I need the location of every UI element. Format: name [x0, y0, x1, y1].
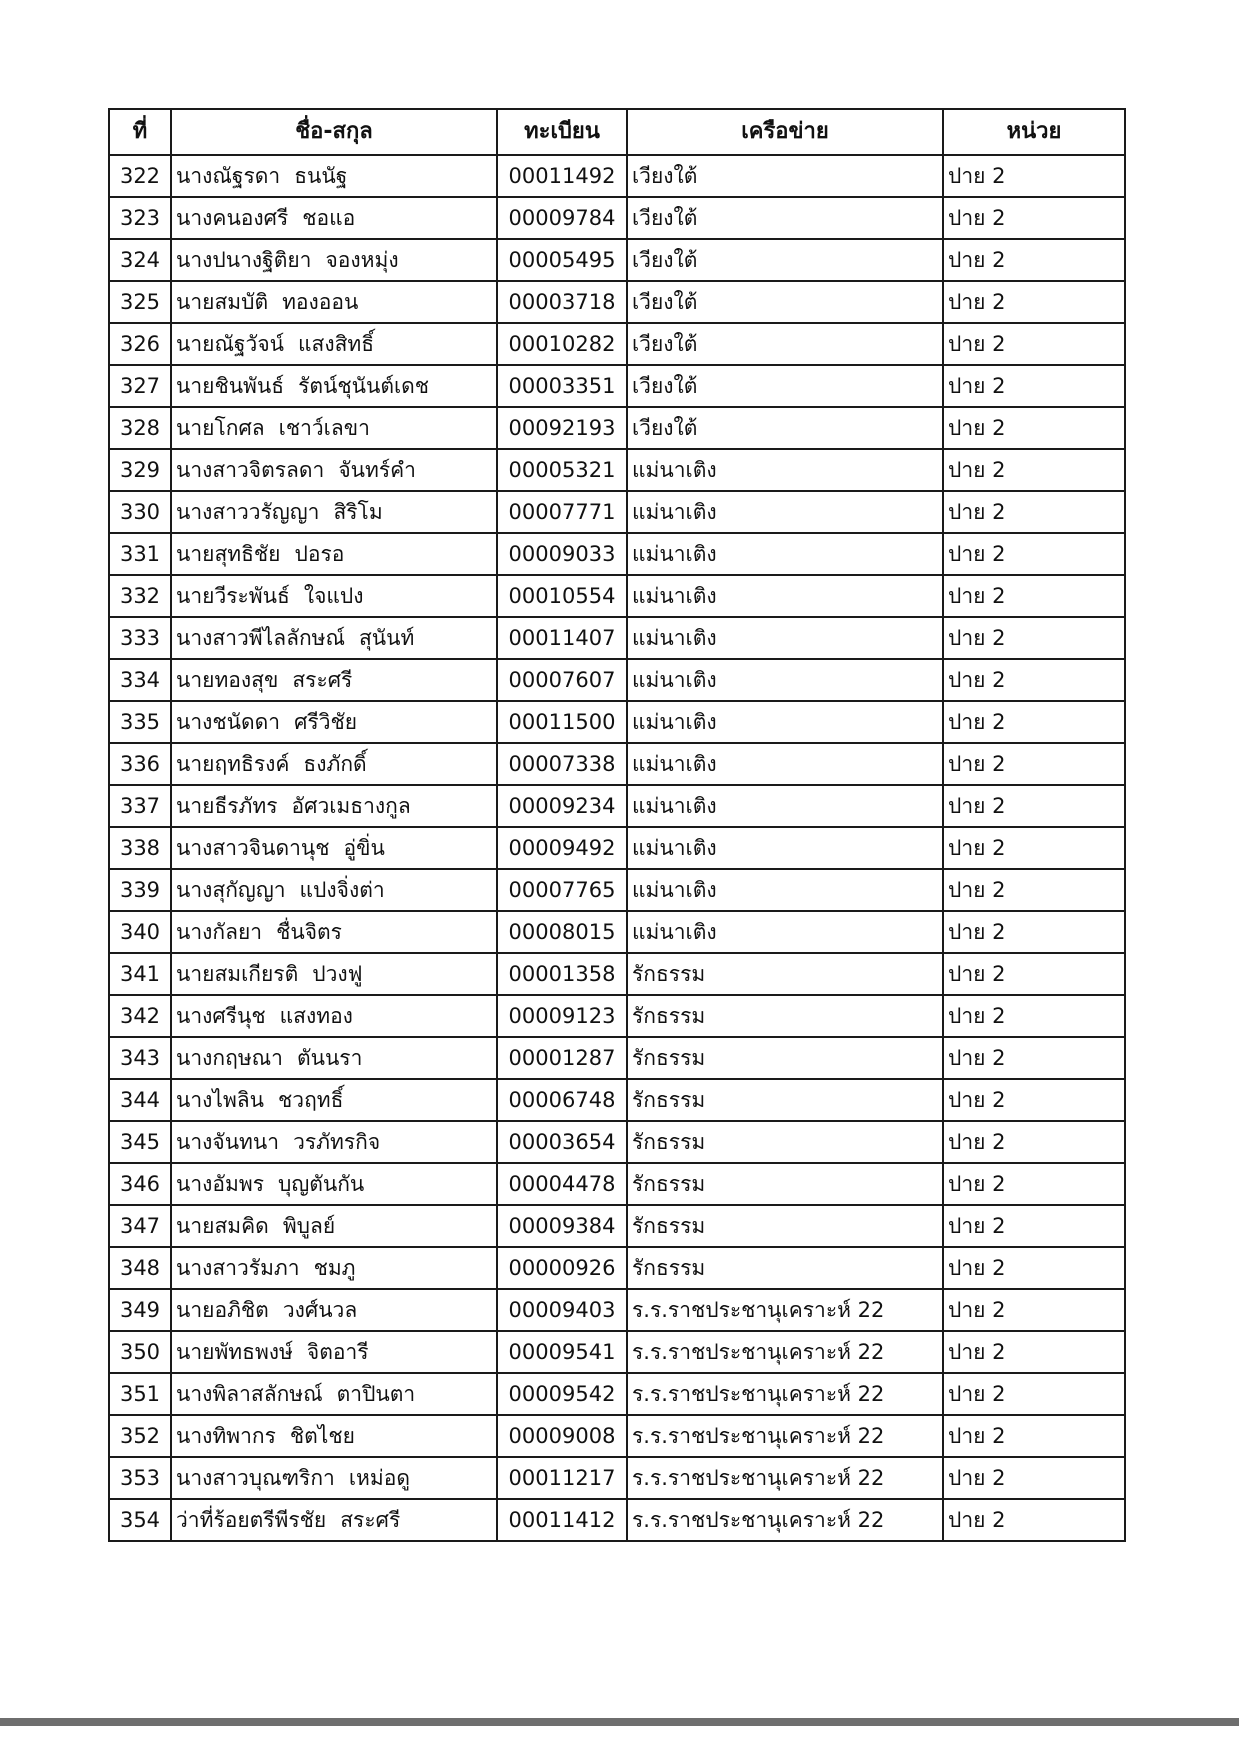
first-name: นายพัทธพงษ์ — [176, 1340, 293, 1364]
last-name: ชื่นจิตร — [276, 920, 342, 944]
network-name: แม่นาเติง — [627, 827, 943, 869]
table-row — [109, 869, 1125, 911]
table-row — [109, 785, 1125, 827]
row-number: 330 — [109, 491, 171, 533]
network-name: เวียงใต้ — [627, 197, 943, 239]
last-name: จองหมุ่ง — [325, 248, 399, 272]
last-name: จันทร์คำ — [338, 458, 416, 482]
registration-number: 00010554 — [497, 575, 627, 617]
person-name — [171, 407, 497, 449]
network-name: แม่นาเติง — [627, 617, 943, 659]
unit-name: ปาย 2 — [943, 827, 1125, 869]
registration-number: 00009033 — [497, 533, 627, 575]
row-number: 342 — [109, 995, 171, 1037]
person-name — [171, 197, 497, 239]
last-name: แปงจิ่งต่า — [299, 878, 385, 902]
unit-name: ปาย 2 — [943, 1079, 1125, 1121]
first-name: นางสาวรัมภา — [176, 1256, 300, 1280]
first-name: นางอัมพร — [176, 1172, 264, 1196]
unit-name: ปาย 2 — [943, 995, 1125, 1037]
unit-name: ปาย 2 — [943, 1247, 1125, 1289]
table-row — [109, 575, 1125, 617]
table-row — [109, 1331, 1125, 1373]
person-name — [171, 827, 497, 869]
registration-number: 00008015 — [497, 911, 627, 953]
row-number: 344 — [109, 1079, 171, 1121]
network-name: รักธรรม — [627, 1121, 943, 1163]
network-name: แม่นาเติง — [627, 743, 943, 785]
registration-number: 00004478 — [497, 1163, 627, 1205]
network-name: รักธรรม — [627, 1163, 943, 1205]
unit-name: ปาย 2 — [943, 1373, 1125, 1415]
unit-name: ปาย 2 — [943, 1415, 1125, 1457]
registration-number: 00009492 — [497, 827, 627, 869]
registration-number: 00009541 — [497, 1331, 627, 1373]
unit-name: ปาย 2 — [943, 365, 1125, 407]
network-name: แม่นาเติง — [627, 911, 943, 953]
row-number: 350 — [109, 1331, 171, 1373]
registration-number: 00011492 — [497, 155, 627, 197]
row-number: 327 — [109, 365, 171, 407]
person-name — [171, 533, 497, 575]
network-name: ร.ร.ราชประชานุเคราะห์ 22 — [627, 1499, 943, 1541]
row-number: 340 — [109, 911, 171, 953]
row-number: 338 — [109, 827, 171, 869]
table-row — [109, 491, 1125, 533]
unit-name: ปาย 2 — [943, 1289, 1125, 1331]
network-name: แม่นาเติง — [627, 659, 943, 701]
person-name — [171, 869, 497, 911]
person-name — [171, 1037, 497, 1079]
registration-number: 00000926 — [497, 1247, 627, 1289]
registration-number: 00011412 — [497, 1499, 627, 1541]
person-name — [171, 491, 497, 533]
table-row — [109, 197, 1125, 239]
last-name: ชมภู — [313, 1256, 356, 1280]
first-name: นายทองสุข — [176, 668, 279, 692]
table-row — [109, 1415, 1125, 1457]
row-number: 336 — [109, 743, 171, 785]
row-number: 334 — [109, 659, 171, 701]
unit-name: ปาย 2 — [943, 659, 1125, 701]
last-name: ทองออน — [282, 290, 359, 314]
first-name: นางสาวจินดานุช — [176, 836, 330, 860]
table-row — [109, 995, 1125, 1037]
registration-number: 00003718 — [497, 281, 627, 323]
table-row — [109, 239, 1125, 281]
last-name: อู่ขิ่น — [343, 836, 385, 860]
last-name: รัตน์ชุนันต์เดช — [298, 374, 430, 398]
unit-name: ปาย 2 — [943, 197, 1125, 239]
first-name: นางคนองศรี — [176, 206, 289, 230]
table-row — [109, 1121, 1125, 1163]
last-name: สระศรี — [340, 1508, 401, 1532]
network-name: แม่นาเติง — [627, 785, 943, 827]
last-name: สิริโม — [333, 500, 383, 524]
unit-name: ปาย 2 — [943, 533, 1125, 575]
last-name: เหม่อดู — [348, 1466, 410, 1490]
person-name — [171, 575, 497, 617]
last-name: แสงทอง — [279, 1004, 353, 1028]
first-name: นางสาวพีไลลักษณ์ — [176, 626, 345, 650]
first-name: นายอภิชิต — [176, 1298, 269, 1322]
registration-number: 00005321 — [497, 449, 627, 491]
person-name — [171, 1163, 497, 1205]
network-name: เวียงใต้ — [627, 407, 943, 449]
person-name — [171, 659, 497, 701]
network-name: รักธรรม — [627, 953, 943, 995]
roster-table — [108, 108, 1126, 1542]
table-row — [109, 1289, 1125, 1331]
first-name: นางปนางฐิติยา — [176, 248, 312, 272]
network-name: ร.ร.ราชประชานุเคราะห์ 22 — [627, 1457, 943, 1499]
person-name — [171, 323, 497, 365]
person-name — [171, 1499, 497, 1541]
row-number: 332 — [109, 575, 171, 617]
table-row — [109, 827, 1125, 869]
unit-name: ปาย 2 — [943, 449, 1125, 491]
registration-number: 00011217 — [497, 1457, 627, 1499]
unit-name: ปาย 2 — [943, 911, 1125, 953]
first-name: นายสุทธิชัย — [176, 542, 281, 566]
network-name: เวียงใต้ — [627, 239, 943, 281]
network-name: แม่นาเติง — [627, 491, 943, 533]
unit-name: ปาย 2 — [943, 491, 1125, 533]
registration-number: 00007765 — [497, 869, 627, 911]
registration-number: 00009123 — [497, 995, 627, 1037]
unit-name: ปาย 2 — [943, 1331, 1125, 1373]
table-row — [109, 1247, 1125, 1289]
registration-number: 00009384 — [497, 1205, 627, 1247]
person-name — [171, 1079, 497, 1121]
row-number: 328 — [109, 407, 171, 449]
table-row — [109, 1037, 1125, 1079]
last-name: ตาปินตา — [336, 1382, 416, 1406]
header-no: ที่ — [109, 109, 171, 155]
table-row — [109, 617, 1125, 659]
registration-number: 00092193 — [497, 407, 627, 449]
first-name: นางไพลิน — [176, 1088, 265, 1112]
row-number: 348 — [109, 1247, 171, 1289]
first-name: นางชนัดดา — [176, 710, 281, 734]
network-name: แม่นาเติง — [627, 701, 943, 743]
person-name — [171, 911, 497, 953]
table-row — [109, 323, 1125, 365]
person-name — [171, 239, 497, 281]
row-number: 341 — [109, 953, 171, 995]
network-name: รักธรรม — [627, 1037, 943, 1079]
row-number: 329 — [109, 449, 171, 491]
first-name: นายชินพันธ์ — [176, 374, 285, 398]
first-name: นายสมบัติ — [176, 290, 269, 314]
last-name: บุญตันกัน — [277, 1172, 365, 1196]
last-name: สระศรี — [292, 668, 353, 692]
table-row — [109, 1205, 1125, 1247]
unit-name: ปาย 2 — [943, 785, 1125, 827]
row-number: 339 — [109, 869, 171, 911]
registration-number: 00003654 — [497, 1121, 627, 1163]
first-name: นายสมคิด — [176, 1214, 269, 1238]
table-row — [109, 659, 1125, 701]
header-row — [109, 109, 1125, 155]
unit-name: ปาย 2 — [943, 953, 1125, 995]
network-name: แม่นาเติง — [627, 869, 943, 911]
network-name: เวียงใต้ — [627, 323, 943, 365]
row-number: 326 — [109, 323, 171, 365]
registration-number: 00010282 — [497, 323, 627, 365]
table-row — [109, 407, 1125, 449]
person-name — [171, 1331, 497, 1373]
network-name: ร.ร.ราชประชานุเคราะห์ 22 — [627, 1373, 943, 1415]
header-network: เครือข่าย — [627, 109, 943, 155]
table-row — [109, 365, 1125, 407]
first-name: นายโกศล — [176, 416, 265, 440]
table-row — [109, 533, 1125, 575]
registration-number: 00001358 — [497, 953, 627, 995]
last-name: ใจแปง — [303, 584, 364, 608]
last-name: เชาว์เลขา — [278, 416, 370, 440]
person-name — [171, 365, 497, 407]
registration-number: 00005495 — [497, 239, 627, 281]
header-name: ชื่อ-สกุล — [171, 109, 497, 155]
last-name: ตันนรา — [296, 1046, 363, 1070]
table-row — [109, 281, 1125, 323]
first-name: นางสาววรัญญา — [176, 500, 320, 524]
table-row — [109, 743, 1125, 785]
unit-name: ปาย 2 — [943, 743, 1125, 785]
network-name: รักธรรม — [627, 1247, 943, 1289]
row-number: 351 — [109, 1373, 171, 1415]
last-name: ศรีวิชัย — [294, 710, 358, 734]
last-name: ปวงฟู — [312, 962, 363, 986]
last-name: ชิตไชย — [289, 1424, 355, 1448]
person-name — [171, 617, 497, 659]
last-name: ชอแอ — [302, 206, 356, 230]
registration-number: 00001287 — [497, 1037, 627, 1079]
last-name: ชวฤทธิ์ — [278, 1088, 344, 1112]
row-number: 323 — [109, 197, 171, 239]
last-name: สุนันท์ — [358, 626, 415, 650]
header-registration: ทะเบียน — [497, 109, 627, 155]
first-name: นางจันทนา — [176, 1130, 280, 1154]
person-name — [171, 1415, 497, 1457]
network-name: แม่นาเติง — [627, 449, 943, 491]
person-name — [171, 1289, 497, 1331]
unit-name: ปาย 2 — [943, 323, 1125, 365]
unit-name: ปาย 2 — [943, 1163, 1125, 1205]
row-number: 325 — [109, 281, 171, 323]
roster-body — [109, 155, 1125, 1541]
table-row — [109, 911, 1125, 953]
row-number: 331 — [109, 533, 171, 575]
network-name: ร.ร.ราชประชานุเคราะห์ 22 — [627, 1415, 943, 1457]
last-name: พิบูลย์ — [282, 1214, 336, 1238]
network-name: ร.ร.ราชประชานุเคราะห์ 22 — [627, 1289, 943, 1331]
table-row — [109, 1163, 1125, 1205]
network-name: แม่นาเติง — [627, 533, 943, 575]
first-name: นางสาวบุณฑริกา — [176, 1466, 335, 1490]
unit-name: ปาย 2 — [943, 1499, 1125, 1541]
row-number: 345 — [109, 1121, 171, 1163]
unit-name: ปาย 2 — [943, 869, 1125, 911]
network-name: เวียงใต้ — [627, 155, 943, 197]
scan-bottom-edge — [0, 1718, 1239, 1726]
table-row — [109, 1499, 1125, 1541]
first-name: นายณัฐวัจน์ — [176, 332, 284, 356]
network-name: รักธรรม — [627, 995, 943, 1037]
first-name: ว่าที่ร้อยตรีพีรชัย — [176, 1508, 327, 1532]
person-name — [171, 785, 497, 827]
last-name: วงศ์นวล — [282, 1298, 358, 1322]
person-name — [171, 1205, 497, 1247]
first-name: นางณัฐรดา — [176, 164, 281, 188]
person-name — [171, 1247, 497, 1289]
registration-number: 00007771 — [497, 491, 627, 533]
person-name — [171, 1121, 497, 1163]
unit-name: ปาย 2 — [943, 575, 1125, 617]
last-name: ธงภักดิ์ — [303, 752, 367, 776]
registration-number: 00009403 — [497, 1289, 627, 1331]
row-number: 347 — [109, 1205, 171, 1247]
first-name: นางสุกัญญา — [176, 878, 286, 902]
header-unit: หน่วย — [943, 109, 1125, 155]
last-name: อัศวเมธางกูล — [291, 794, 411, 818]
registration-number: 00011500 — [497, 701, 627, 743]
network-name: เวียงใต้ — [627, 281, 943, 323]
person-name — [171, 743, 497, 785]
table-row — [109, 701, 1125, 743]
unit-name: ปาย 2 — [943, 1457, 1125, 1499]
network-name: รักธรรม — [627, 1205, 943, 1247]
first-name: นางสาวจิตรลดา — [176, 458, 325, 482]
first-name: นางพิลาสลักษณ์ — [176, 1382, 323, 1406]
first-name: นายฤทธิรงค์ — [176, 752, 290, 776]
unit-name: ปาย 2 — [943, 1037, 1125, 1079]
first-name: นางกฤษณา — [176, 1046, 283, 1070]
last-name: วรภัทรกิจ — [293, 1130, 381, 1154]
row-number: 349 — [109, 1289, 171, 1331]
registration-number: 00011407 — [497, 617, 627, 659]
unit-name: ปาย 2 — [943, 1121, 1125, 1163]
last-name: ปอรอ — [294, 542, 345, 566]
network-name: แม่นาเติง — [627, 575, 943, 617]
first-name: นางทิพากร — [176, 1424, 276, 1448]
last-name: จิตอารี — [306, 1340, 369, 1364]
unit-name: ปาย 2 — [943, 155, 1125, 197]
row-number: 333 — [109, 617, 171, 659]
registration-number: 00009008 — [497, 1415, 627, 1457]
unit-name: ปาย 2 — [943, 239, 1125, 281]
row-number: 322 — [109, 155, 171, 197]
first-name: นางกัลยา — [176, 920, 263, 944]
network-name: ร.ร.ราชประชานุเคราะห์ 22 — [627, 1331, 943, 1373]
table-row — [109, 449, 1125, 491]
registration-number: 00009784 — [497, 197, 627, 239]
table-row — [109, 155, 1125, 197]
first-name: นายสมเกียรติ — [176, 962, 299, 986]
row-number: 353 — [109, 1457, 171, 1499]
row-number: 337 — [109, 785, 171, 827]
first-name: นายวีระพันธ์ — [176, 584, 290, 608]
network-name: รักธรรม — [627, 1079, 943, 1121]
unit-name: ปาย 2 — [943, 1205, 1125, 1247]
registration-number: 00003351 — [497, 365, 627, 407]
person-name — [171, 281, 497, 323]
unit-name: ปาย 2 — [943, 407, 1125, 449]
unit-name: ปาย 2 — [943, 281, 1125, 323]
network-name: เวียงใต้ — [627, 365, 943, 407]
person-name — [171, 701, 497, 743]
person-name — [171, 953, 497, 995]
registration-number: 00009542 — [497, 1373, 627, 1415]
row-number: 352 — [109, 1415, 171, 1457]
row-number: 324 — [109, 239, 171, 281]
unit-name: ปาย 2 — [943, 617, 1125, 659]
table-row — [109, 1457, 1125, 1499]
registration-number: 00007607 — [497, 659, 627, 701]
person-name — [171, 155, 497, 197]
unit-name: ปาย 2 — [943, 701, 1125, 743]
row-number: 346 — [109, 1163, 171, 1205]
table-row — [109, 1373, 1125, 1415]
row-number: 354 — [109, 1499, 171, 1541]
person-name — [171, 995, 497, 1037]
registration-number: 00009234 — [497, 785, 627, 827]
last-name: แสงสิทธิ์ — [297, 332, 375, 356]
table-row — [109, 953, 1125, 995]
person-name — [171, 1457, 497, 1499]
person-name — [171, 449, 497, 491]
table-row — [109, 1079, 1125, 1121]
first-name: นางศรีนุช — [176, 1004, 266, 1028]
person-name — [171, 1373, 497, 1415]
row-number: 343 — [109, 1037, 171, 1079]
last-name: ธนนัฐ — [294, 164, 348, 188]
first-name: นายธีรภัทร — [176, 794, 278, 818]
row-number: 335 — [109, 701, 171, 743]
registration-number: 00007338 — [497, 743, 627, 785]
registration-number: 00006748 — [497, 1079, 627, 1121]
